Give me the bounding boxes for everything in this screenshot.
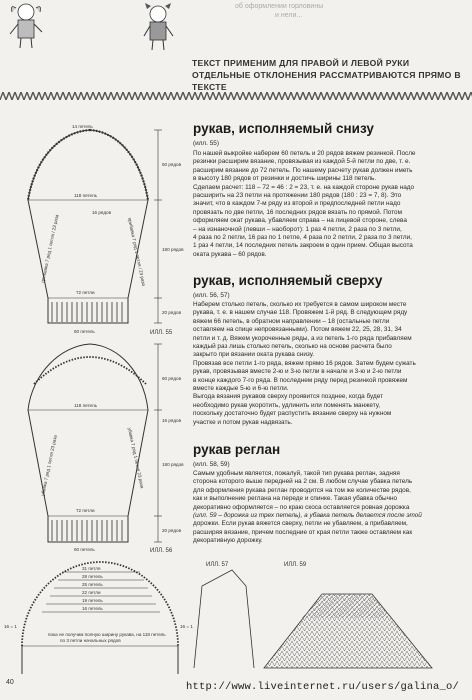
text-line: резинки расширим вязание, провязывая из каждой 5-й петли по две, т. е. — [193, 158, 411, 166]
faded-line: об оформлении горловины — [235, 3, 324, 10]
ill57-row-3: 25 петель — [82, 582, 103, 587]
ill56-rows-cap: 60 рядов — [162, 376, 182, 381]
source-url: http://www.liveinternet.ru/users/galina_o/ — [186, 681, 460, 693]
text-line: рукава, т. е. в нашем случае 118. Провяжем 1-й ряд. В следующем ряду — [193, 309, 408, 317]
text-line: участке и потом рукав надвязать. — [193, 418, 293, 426]
section3-title: рукав реглан — [193, 442, 281, 457]
section1-title: рукав, исполняемый снизу — [193, 121, 374, 136]
text-line: декоративно оформляется – по краю скоса оставляется ровная дорожка — [193, 503, 410, 511]
ill56-width-label: 118 петель — [74, 403, 98, 408]
text-line: Самым удобным является, пожалуй, такой тип рукава реглан, задняя — [193, 470, 400, 477]
text-line: – на изнаночной (левши – наоборот): 1 раз 4 петли, 2 раза по 3 петли, — [193, 225, 402, 233]
text-line: оставляем на спице непровязанными). Потом вяжем 22, 25, 28, 31, 34 — [193, 326, 402, 334]
section1-body — [193, 150, 472, 259]
ill57-note: пока не получим полную ширину рукава, на 118 петель — [48, 632, 166, 637]
text-line: Провязав все петли 1-го ряда, вяжем прямо 16 рядов. Затем будем сужать — [193, 359, 416, 367]
text-line: провязать по две петли, 16 последних рядов вязать по прямой. Потом — [193, 208, 403, 216]
text-line: (илл. 59 – дорожка из трех петель), а убавка петель делается после этой — [193, 512, 422, 520]
ill55-rows-band: 20 рядов — [162, 310, 182, 315]
ill59-caption: ИЛЛ. 59 — [284, 562, 307, 568]
ill57-row-4: 22 петли — [82, 590, 101, 595]
text-line: вяжем 66 петель, в обратном направлении – 18 (остальные петли — [193, 317, 390, 325]
text-line: Выгода вязания рукавов сверху проявится позднее, когда будет — [193, 393, 384, 401]
ill55-top-label: 14 петель — [72, 124, 93, 129]
text-line: Сделаем расчет: 118 – 72 = 46 : 2 = 23, т. е. на каждой стороне рукав надо — [193, 183, 415, 191]
ill55-rows-cap: 60 рядов — [162, 162, 182, 167]
text-line: в конце каждого 7-го ряда. В последнем ряду перед резинкой провяжем — [193, 376, 408, 384]
text-line: 1 раз 4 петли, 14 последних петель закроем в один прием. Общая высота — [193, 242, 413, 250]
ill57-row-5: 19 петель — [82, 598, 103, 603]
text-line: поскольку достаточно будет распустить вязание сверху на нужном — [193, 410, 392, 418]
header-line-1: ТЕКСТ ПРИМЕНИМ ДЛЯ ПРАВОЙ И ЛЕВОЙ РУКИ — [192, 58, 410, 68]
section2-body — [193, 301, 472, 427]
ill56-side-right: убавка 7 ряд 1 петля 23 раза — [127, 427, 145, 489]
text-line: расширяя вязание, причем последние от края петли также оставляем как — [193, 528, 413, 536]
section3-body — [193, 470, 472, 546]
faded-line: и нели... — [275, 12, 303, 19]
diagram-ill-55 — [0, 118, 188, 338]
ill56-inner-label: 72 петли — [76, 508, 95, 513]
girl-right-illustration — [138, 2, 178, 52]
braid-divider — [0, 92, 472, 100]
text-line: дорожки. Если рукав вяжется сверху, петли не убавляем, а прибавляем, — [193, 520, 408, 528]
ill57-note2: по 3 петли начальных рядов — [60, 638, 121, 643]
text-line: По нашей выкройке наберем 60 петель и 20 рядов вяжем резинкой. После — [193, 150, 416, 157]
ill55-caption: ИЛЛ. 55 — [150, 330, 173, 336]
text-line: рукав, провязывая вместе 2-ю и 3-ю петли в начале и 3-ю и 2-ю петли — [193, 368, 402, 376]
text-line: вместе каждые 5-ю и 6-ю петли. — [193, 385, 289, 393]
text-line: сторона которого выше передней на 2 см. В любом случае убавка петель — [193, 478, 413, 486]
text-line: закрыто при вязании оката рукава снизу. — [193, 351, 315, 359]
section3-ref: (илл. 58, 59) — [193, 461, 230, 468]
ill56-rows-body: 180 рядов — [162, 462, 184, 467]
diagram-ill-56 — [0, 336, 188, 556]
ill57-left: 16 = 1 — [4, 624, 17, 629]
ill57-row-1: 31 петля — [82, 566, 101, 571]
text-line: для оформления рукава реглан проводится на том же количестве рядов, — [193, 486, 411, 494]
ill55-width-label: 118 петель — [74, 193, 98, 198]
ill57-caption-bottom: ИЛЛ. 57 — [206, 562, 229, 568]
ill55-side-right: прибавка 7 ряд 1 петля / 23 раза — [127, 217, 147, 287]
section2-title: рукав, исполняемый сверху — [193, 273, 383, 288]
text-line: 4 раза по 2 петли, 16 раз по 1 петле, 4 раза по 2 петли, 2 раза по 3 петли, — [193, 234, 412, 242]
ill57-row-6: 16 петель — [82, 606, 103, 611]
text-line: как и выполнение реглана на переде и спинке. Такая убавка обычно — [193, 495, 398, 503]
text-line: каждый раз лишь столько петель, сколько на основе расчета было — [193, 343, 392, 351]
diagram-ill-57 — [0, 558, 193, 676]
text-line: петли и т. д. Вяжем укороченные ряды, а из петель 1-го ряда прибавляем — [193, 334, 412, 342]
ill55-straight: 16 рядов — [92, 210, 112, 215]
ill55-inner-width: 72 петли — [76, 290, 95, 295]
text-line: необходимо рукав укоротить, удлинить или поменять манжету, — [193, 401, 381, 409]
faded-bleed-text — [235, 2, 323, 20]
section1-ref: (илл. 55) — [193, 140, 219, 147]
text-line: в высоту 180 рядов от резинки и достичь ширины 118 петель. — [193, 175, 377, 183]
text-line: оката рукава – 60 рядов. — [193, 250, 267, 258]
ill55-rows-body: 180 рядов — [162, 247, 184, 252]
page-number: 40 — [6, 679, 14, 686]
header-line-2: ОТДЕЛЬНЫЕ ОТКЛОНЕНИЯ РАССМАТРИВАЮТСЯ ПРЯМО В ТЕКСТЕ — [192, 70, 461, 92]
text-line: расширить на 23 петли на протяжении 180 рядов (180 : 23 = 7, 8). Это — [193, 192, 402, 200]
ill56-caption: ИЛЛ. 56 — [150, 548, 173, 554]
text-line: расширим вязание до 72 петель. По нашему расчету рукав должен иметь — [193, 166, 413, 174]
text-line: значит, что в каждом 7-м ряду из второй и предпоследней петли надо — [193, 200, 401, 208]
section2-ref: (илл. 56, 57) — [193, 292, 230, 299]
ill55-side-left: прибавка 7 ряд 1 петля / 23 раза — [40, 214, 60, 284]
ill55-bottom-label: 60 петель — [74, 329, 95, 334]
ill56-side-left: убавка 7 ряд 1 петля 23 раза — [40, 434, 58, 497]
ill57-row-2: 28 петель — [82, 574, 103, 579]
diagram-ill-58-59 — [192, 556, 472, 676]
header-note — [192, 57, 472, 93]
text-line: Наберем столько петель, сколько их требуется в самом широком месте — [193, 301, 407, 308]
text-line: декоративную дорожку. — [193, 537, 263, 545]
ill56-straight: 16 рядов — [162, 418, 182, 423]
girl-left-illustration — [6, 0, 46, 50]
ill56-rows-band: 20 рядов — [162, 528, 182, 533]
text-line: оформляем окат рукава, убавляем справа – на лицевой стороне, слева — [193, 217, 407, 225]
ill56-bottom-label: 60 петель — [74, 547, 95, 552]
ill57-right: 16 = 1 — [180, 624, 193, 629]
